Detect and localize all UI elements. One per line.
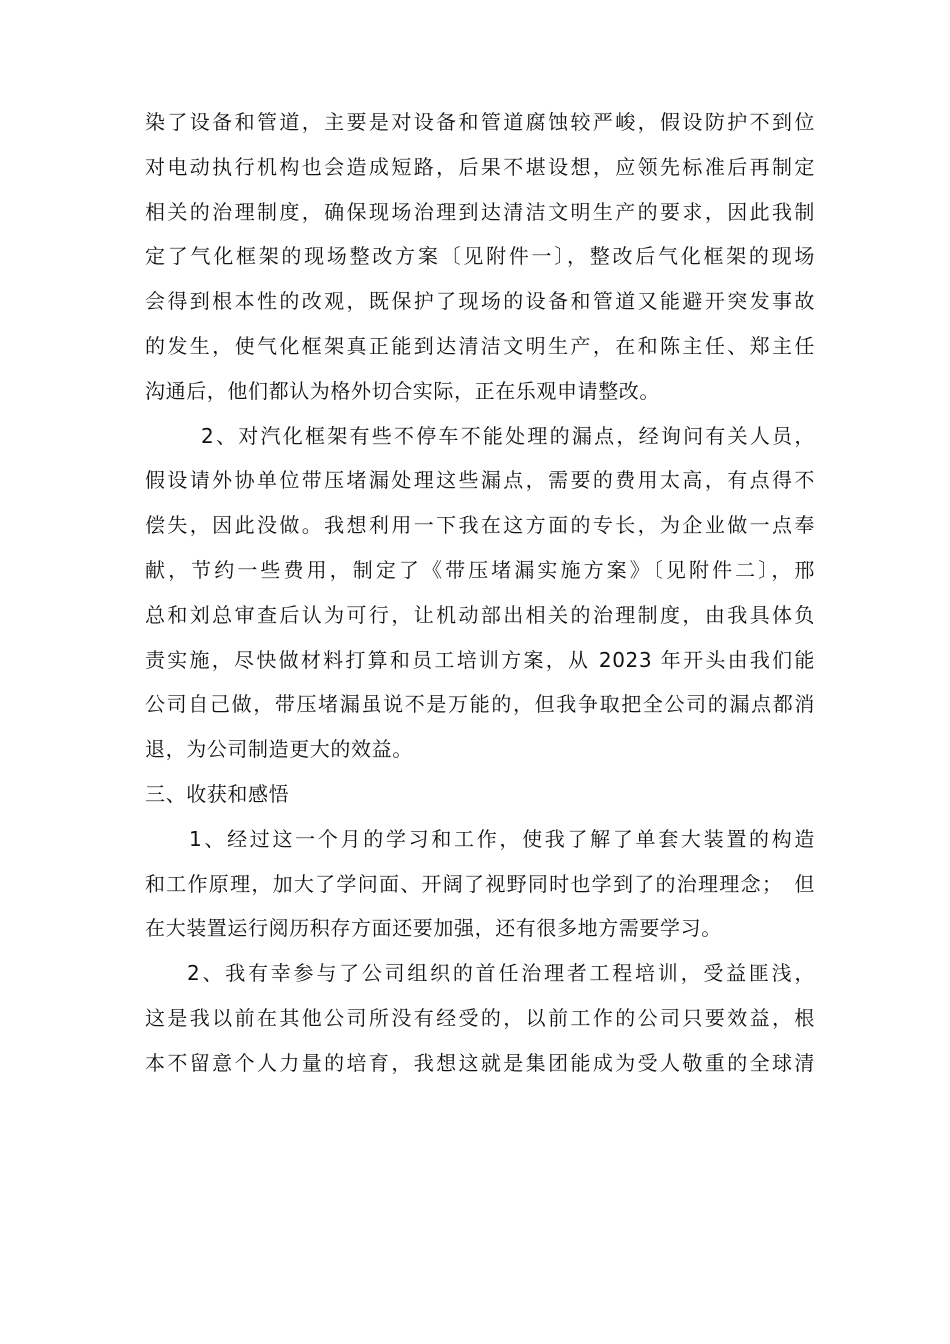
text-line: 退，为公司制造更大的效益。	[145, 737, 413, 762]
text-line: 对电动执行机构也会造成短路，后果不堪设想，应领先标准后再制定	[145, 154, 815, 179]
text-line: 公司自己做，带压堵漏虽说不是万能的，但我争取把全公司的漏点都消	[145, 692, 815, 717]
paragraph-item-1	[145, 817, 815, 951]
text-line: 的发生，使气化框架真正能到达清洁文明生产，在和陈主任、郑主任	[145, 333, 815, 358]
text-line: 在大装置运行阅历积存方面还要加强，还有很多地方需要学习。	[145, 916, 722, 941]
text-line: 2、对汽化框架有些不停车不能处理的漏点，经询问有关人员，	[201, 423, 815, 448]
text-line: 1、经过这一个月的学习和工作，使我了解了单套大装置的构造	[189, 826, 815, 851]
text-line: 染了设备和管道，主要是对设备和管道腐蚀较严峻，假设防护不到位	[145, 110, 815, 134]
text-line: 沟通后，他们都认为格外切合实际，正在乐观申请整改。	[145, 378, 660, 403]
text-line: 偿失，因此没做。我想利用一下我在这方面的专长，为企业做一点奉	[145, 513, 815, 538]
text-line: 假设请外协单位带压堵漏处理这些漏点，需要的费用太高，有点得不	[145, 468, 815, 493]
section-heading	[145, 772, 815, 817]
text-line: 定了气化框架的现场整改方案〔见附件一〕，整改后气化框架的现场	[145, 244, 815, 269]
paragraph-item-2b	[145, 951, 815, 1085]
text-line: 责实施，尽快做材料打算和员工培训方案，从 2023 年开头由我们能	[145, 647, 815, 672]
text-line: 会得到根本性的改观，既保护了现场的设备和管道又能避开突发事故	[145, 289, 815, 314]
heading-text: 三、收获和感悟	[145, 781, 290, 806]
text-line: 献，节约一些费用，制定了《带压堵漏实施方案》〔见附件二〕，邢	[145, 557, 815, 582]
text-line: 和工作原理，加大了学问面、开阔了视野同时也学到了的治理理念； 但	[145, 871, 815, 896]
text-line: 本不留意个人力量的培育，我想这就是集团能成为受人敬重的全球清	[145, 1050, 815, 1075]
document-body	[145, 100, 815, 1086]
text-line: 总和刘总审查后认为可行，让机动部出相关的治理制度，由我具体负	[145, 602, 815, 627]
text-line: 相关的治理制度，确保现场治理到达清洁文明生产的要求，因此我制	[145, 199, 815, 224]
paragraph-continuation	[145, 100, 815, 414]
text-line: 这是我以前在其他公司所没有经受的，以前工作的公司只要效益，根	[145, 1005, 815, 1030]
text-line: 2、我有幸参与了公司组织的首任治理者工程培训，受益匪浅，	[187, 961, 815, 986]
paragraph-item-2	[145, 414, 815, 772]
